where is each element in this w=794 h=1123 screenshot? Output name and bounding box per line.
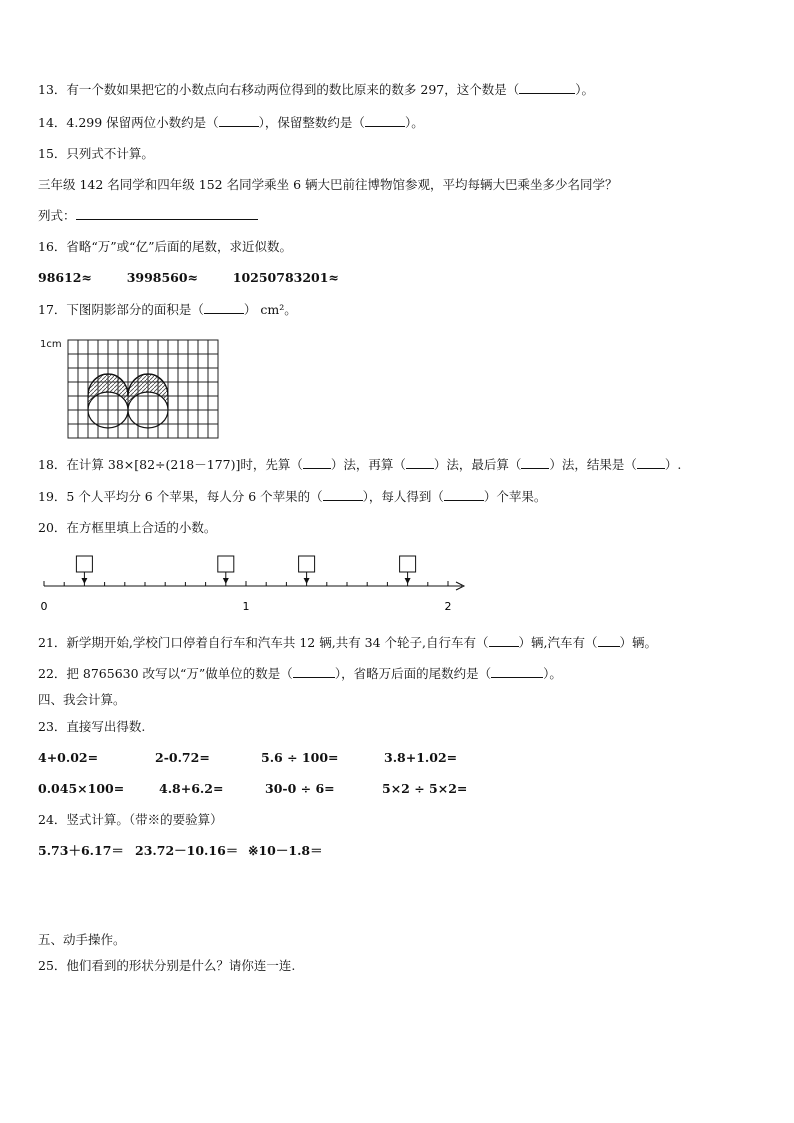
number-line-figure — [38, 554, 478, 616]
arrow-down-icon — [81, 578, 87, 584]
question-21: 21．新学期开始,学校门口停着自行车和汽车共 12 辆,共有 34 个轮子,自行车有（ ）辆,汽车有（ ）辆。 — [38, 635, 658, 650]
calc-item: 3.8+1.02= — [384, 750, 458, 765]
answer-blank[interactable] — [323, 489, 363, 501]
answer-blank[interactable] — [303, 457, 331, 469]
grid-unit-label: 1cm — [40, 339, 62, 350]
answer-blank[interactable] — [521, 457, 549, 469]
calc-item: 2-0.72= — [155, 750, 210, 765]
arrow-down-icon — [405, 578, 411, 584]
arrow-down-icon — [223, 578, 229, 584]
tick-label-2: 2 — [444, 600, 452, 613]
calc-item: 4.8+6.2= — [159, 781, 224, 796]
calc-item: 5×2 ÷ 5×2= — [382, 781, 468, 796]
vertical-calc-item: ※10－1.8＝ — [248, 843, 323, 858]
answer-blank[interactable] — [491, 666, 543, 678]
calc-item: 0.045×100= — [38, 781, 125, 796]
shaded-area-grid-figure — [38, 336, 228, 440]
question-15-answer: 列式： — [38, 208, 258, 224]
answer-blank[interactable] — [204, 302, 244, 314]
answer-box[interactable] — [299, 556, 315, 584]
question-25-title: 25．他们看到的形状分别是什么？请你连一连. — [38, 958, 296, 973]
answer-blank[interactable] — [637, 457, 665, 469]
answer-blank[interactable] — [489, 635, 519, 647]
question-18: 18．在计算 38×[82÷(218－177)]时，先算（ ）法，再算（ ）法，最后算（ ）法，结果是（ ）. — [38, 457, 682, 472]
answer-blank[interactable] — [406, 457, 434, 469]
section-5-heading: 五、动手操作。 — [38, 932, 126, 947]
tick-label-1: 1 — [242, 600, 250, 613]
section-4-heading: 四、我会计算。 — [38, 692, 126, 707]
calc-item: 4+0.02= — [38, 750, 99, 765]
vertical-calc-item: 5.73＋6.17＝ — [38, 843, 124, 858]
answer-blank[interactable] — [293, 666, 335, 678]
calc-item: 5.6 ÷ 100= — [261, 750, 339, 765]
calc-item: 30-0 ÷ 6= — [265, 781, 335, 796]
question-23-title: 23．直接写出得数. — [38, 719, 146, 734]
arrow-down-icon — [304, 578, 310, 584]
question-15-problem: 三年级 142 名同学和四年级 152 名同学乘坐 6 辆大巴前往博物馆参观，平均每辆大巴乘坐多少名同学？ — [38, 177, 618, 192]
answer-blank[interactable] — [598, 635, 620, 647]
answer-blank[interactable] — [219, 115, 259, 127]
question-16-items: 98612≈ 3998560≈ 10250783201≈ — [38, 270, 339, 285]
question-24-title: 24．竖式计算。（带※的要验算） — [38, 812, 223, 827]
question-15-title: 15．只列式不计算。 — [38, 146, 154, 161]
vertical-calc-item: 23.72－10.16＝ — [135, 843, 239, 858]
answer-box[interactable] — [218, 556, 234, 584]
question-19: 19．5 个人平均分 6 个苹果，每人分 6 个苹果的（ ），每人得到（ ）个苹果。 — [38, 489, 547, 504]
answer-line[interactable] — [76, 208, 258, 220]
tick-label-0: 0 — [40, 600, 48, 613]
question-14: 14．4.299 保留两位小数约是（ ），保留整数约是（ ）。 — [38, 115, 424, 130]
question-13: 13．有一个数如果把它的小数点向右移动两位得到的数比原来的数多 297，这个数是（ ）。 — [38, 82, 595, 97]
question-16-title: 16．省略“万”或“亿”后面的尾数，求近似数。 — [38, 239, 292, 254]
answer-blank[interactable] — [444, 489, 484, 501]
answer-blank[interactable] — [365, 115, 405, 127]
question-20-title: 20．在方框里填上合适的小数。 — [38, 520, 217, 535]
question-17: 17．下图阴影部分的面积是（ ） cm²。 — [38, 302, 297, 317]
answer-box[interactable] — [400, 556, 416, 584]
question-22: 22．把 8765630 改写以“万”做单位的数是（ ），省略万后面的尾数约是（ ）。 — [38, 666, 562, 681]
answer-box[interactable] — [76, 556, 92, 584]
answer-blank[interactable] — [519, 82, 575, 94]
